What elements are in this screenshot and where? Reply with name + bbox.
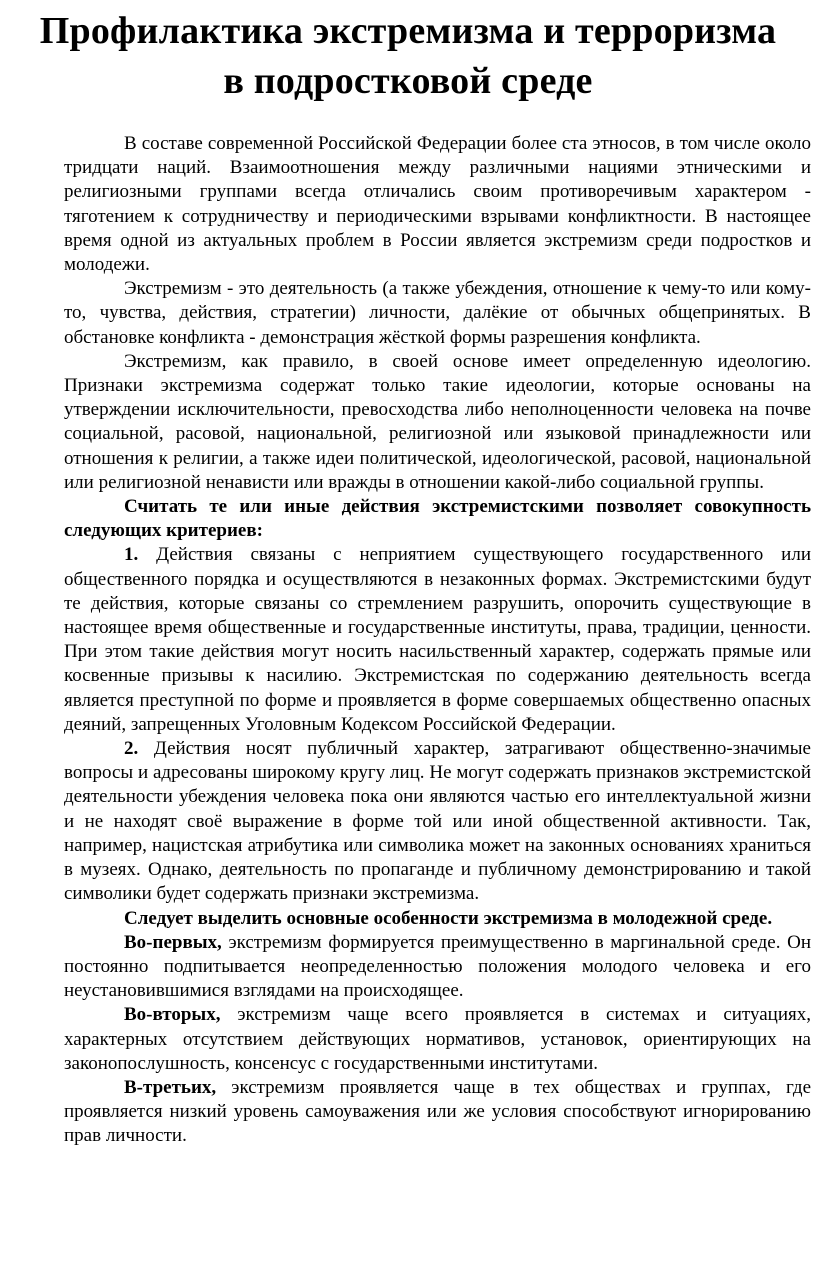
criteria-heading-text: Считать те или иные действия экстремистскими позволяет совокупность следующих критериев: (64, 496, 811, 542)
document-title (0, 6, 816, 106)
feature-3 (64, 1076, 811, 1149)
feature-1 (64, 931, 811, 1004)
criterion-1 (64, 543, 811, 737)
criterion-2 (64, 737, 811, 906)
features-heading-text: Следует выделить основные особенности экстремизма в молодежной среде. (124, 907, 773, 929)
criterion-1-number: 1. (124, 544, 139, 566)
criterion-2-number: 2. (124, 738, 139, 760)
feature-2 (64, 1003, 811, 1076)
paragraph-ideology: Экстремизм, как правило, в своей основе имеет определенную идеологию. Признаки экстремизма содержат только такие идеологии, которые основаны на утверждении исключительности, превосходства либо неполноценности человека на почве социальной, расовой, национальной, религиозной или языковой принадлежности или отношения к религии, а также идеи политической, идеологической, расовой, национальной или религиозной ненависти или вражды в отношении какой-либо социальной группы. (64, 350, 811, 493)
feature-3-text: экстремизм проявляется чаще в тех обществах и группах, где проявляется низкий уровень самоуважения или же условия способствуют игнорированию прав личности. (64, 1076, 811, 1147)
criteria-heading (64, 495, 811, 543)
title-line-1: Профилактика экстремизма и терроризма (39, 10, 777, 52)
feature-2-text: экстремизм чаще всего проявляется в системах и ситуациях, характерных отсутствием действующих нормативов, установок, ориентирующих на законопослушность, консенсус с государственными институтами. (64, 1004, 811, 1074)
features-heading (64, 907, 811, 931)
title-line-2: в подростковой среде (223, 60, 593, 102)
criterion-1-text: Действия связаны с неприятием существующего государственного или общественного порядка и осуществляются в незаконных формах. Экстремистскими будут те действия, которые связаны со стремлением разрушить, опорочить существующие в настоящее время общественные и государственные институты, права, традиции, ценности. При этом такие действия могут носить насильственный характер, содержать прямые или косвенные призывы к насилию. Экстремистская по содержанию деятельность всегда является преступной по форме и проявляется в форме совершаемых общественно опасных деяний, запрещенных Уголовным Кодексом Российской Федерации. (64, 544, 811, 735)
paragraph-definition: Экстремизм - это деятельность (а также убеждения, отношение к чему-то или кому-то, чувства, действия, стратегии) личности, далёкие от обычных общепринятых. В обстановке конфликта - демонстрация жёсткой формы разрешения конфликта. (64, 278, 811, 348)
document-body (0, 132, 816, 1149)
feature-3-lead: В-третьих, (124, 1076, 217, 1098)
criterion-2-text: Действия носят публичный характер, затрагивают общественно-значимые вопросы и адресованы широкому кругу лиц. Не могут содержать признаков экстремистской деятельности убеждения человека пока они являются частью его интеллектуальной жизни и не находят своё выражение в форме той или иной общественной активности. Так, например, нацистская атрибутика или символика может на законных основаниях храниться в музеях. Однако, деятельность по пропаганде и публичному демонстрированию и такой символики будет содержать признаки экстремизма. (64, 738, 811, 905)
feature-1-lead: Во-первых, (124, 931, 222, 953)
feature-2-lead: Во-вторых, (124, 1004, 221, 1026)
feature-1-text: экстремизм формируется преимущественно в маргинальной среде. Он постоянно подпитывается неопределенностью положения молодого человека и его неустановившимися взглядами на происходящее. (64, 931, 811, 1002)
paragraph-intro: В составе современной Российской Федерации более ста этносов, в том числе около тридцати наций. Взаимоотношения между различными нациями этническими и религиозными группами всегда отличались своим противоречивым характером - тяготением к сотрудничеству и периодическими взрывами конфликтности. В настоящее время одной из актуальных проблем в России является экстремизм среди подростков и молодежи. (64, 133, 811, 276)
